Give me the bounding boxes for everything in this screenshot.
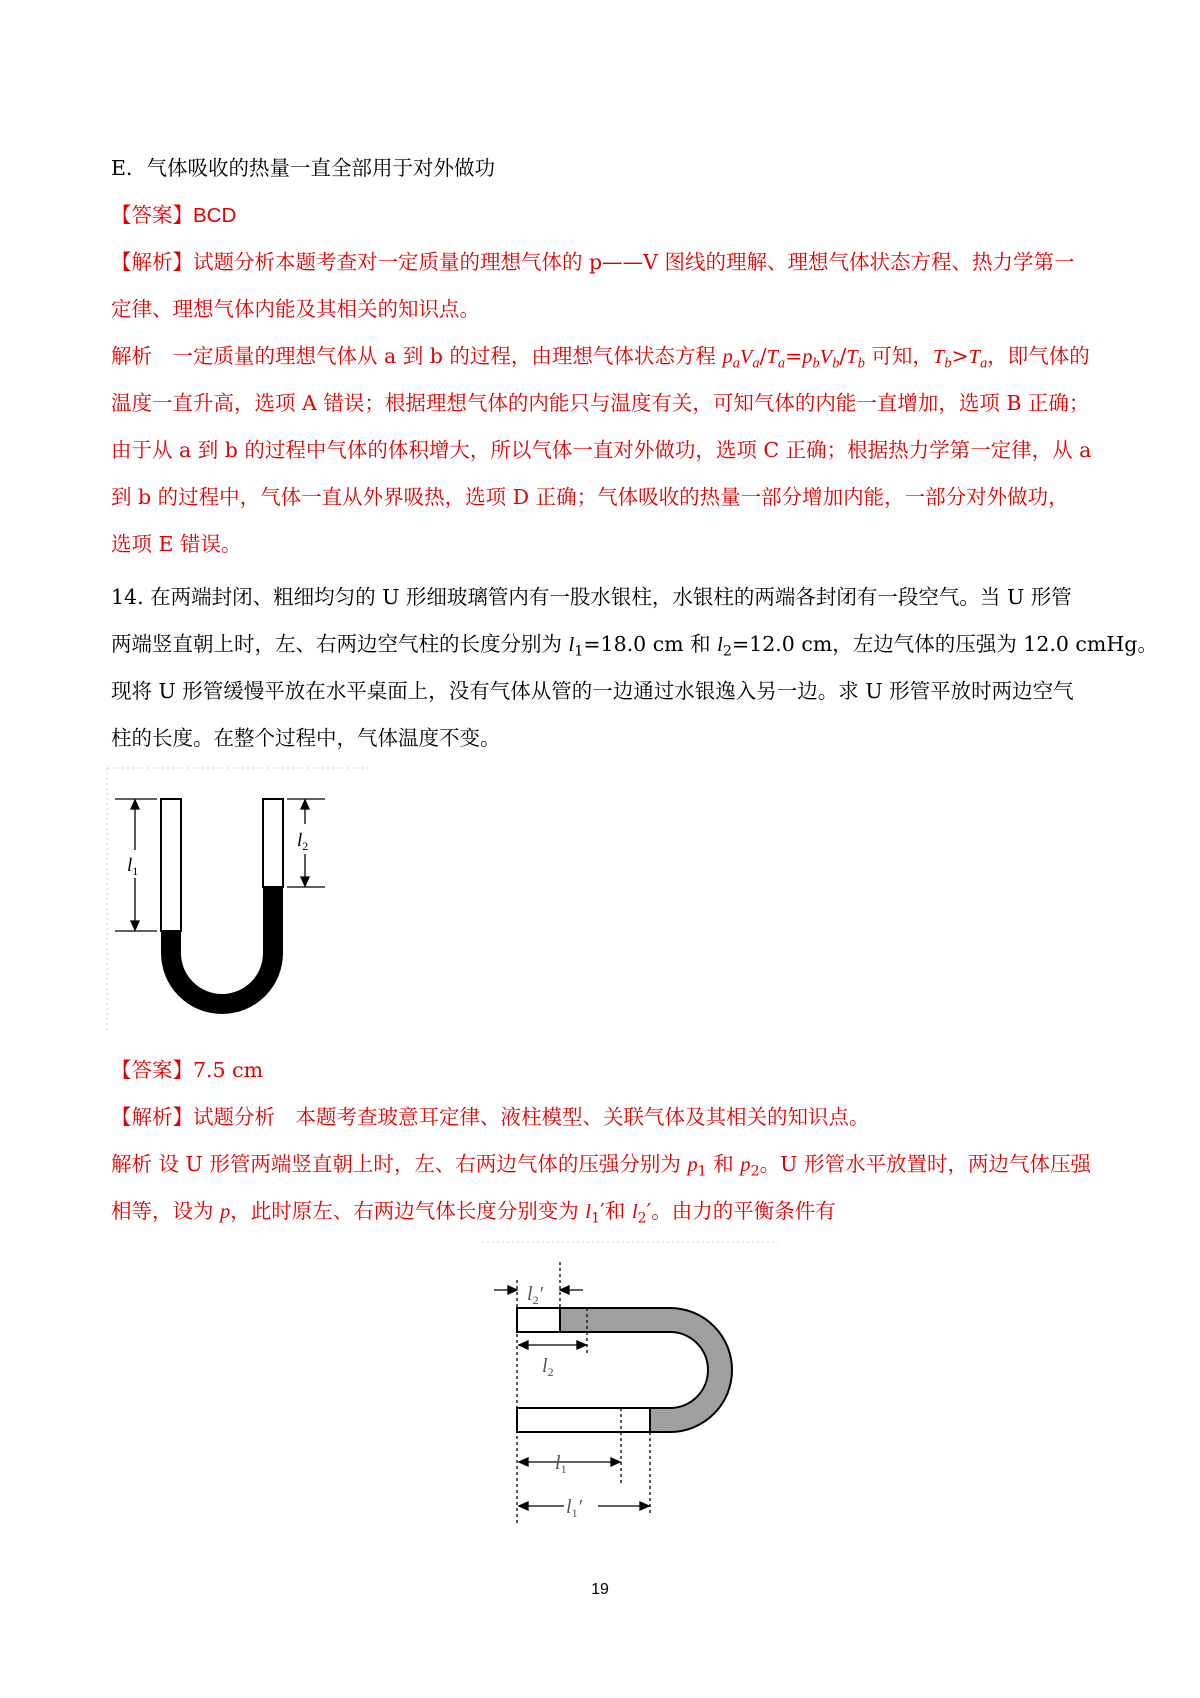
u-tube-horizontal-figure bbox=[480, 1240, 780, 1530]
solution-text: 解析 一定质量的理想气体从 a 到 b 的过程，由理想气体状态方程 bbox=[111, 344, 723, 368]
answer-tag: 【答案】 bbox=[111, 1058, 193, 1082]
temperature-inequality: $T_b>T_a$ bbox=[932, 344, 988, 372]
l1-dimension bbox=[519, 1458, 620, 1466]
upper-air-column bbox=[517, 1308, 560, 1332]
q14-solution-line-2: 相等，设为 p，此时原左、右两边气体长度分别变为 $l_1'$和 $l_2'$。由力的平衡条件有 bbox=[111, 1199, 836, 1227]
q14-stem-line-2: 两端竖直朝上时，左、右两边空气柱的长度分别为 $l_1=18.0$ cm 和 $l_2=12.0$ cm，左边气体的压强为 12.0 cmHg。 bbox=[111, 632, 1158, 660]
left-air-column bbox=[161, 799, 181, 931]
l1-label: $l_1$ bbox=[127, 855, 139, 878]
right-air-column bbox=[263, 799, 283, 887]
answer-tag: 【答案】 bbox=[111, 203, 193, 227]
l1-prime-label: $l_1'$ bbox=[566, 1496, 582, 1520]
l2-label: $l_2$ bbox=[542, 1355, 554, 1379]
q14-stem-line-1: 14. 在两端封闭、粗细均匀的 U 形细玻璃管内有一股水银柱，水银柱的两端各封闭有一段空气。当 U 形管 bbox=[111, 585, 1072, 609]
state-equation: $p_aV_a/T_a=p_bV_b/T_b$ bbox=[722, 344, 865, 372]
q13-solution-line-1: 解析 一定质量的理想气体从 a 到 b 的过程，由理想气体状态方程 $p_aV_a/T_a=p_bV_b/T_b$ 可知，$T_b>T_a$，即气体的 bbox=[111, 344, 1090, 372]
l2-prime-label: $l_2'$ bbox=[527, 1283, 543, 1307]
q13-solution-line-3: 由于从 a 到 b 的过程中气体的体积增大，所以气体一直对外做功，选项 C 正确；根据热力学第一定律，从 a bbox=[111, 438, 1092, 462]
u-tube-vertical-figure bbox=[105, 766, 370, 1032]
answer-value: 7.5 cm bbox=[193, 1058, 264, 1082]
q14-answer bbox=[111, 1055, 263, 1085]
analysis-text: 试题分析本题考查对一定质量的理想气体的 p——V 图线的理解、理想气体状态方程、热力学第一 bbox=[193, 250, 1075, 274]
lower-air-column bbox=[517, 1408, 650, 1432]
option-e: E．气体吸收的热量一直全部用于对外做功 bbox=[111, 156, 495, 180]
answer-value: BCD bbox=[193, 204, 237, 227]
analysis-tag: 【解析】 bbox=[111, 1105, 193, 1129]
q13-solution-line-2: 温度一直升高，选项 A 错误；根据理想气体的内能只与温度有关，可知气体的内能一直增加，选项 B 正确； bbox=[111, 391, 1090, 415]
q14-stem-line-4: 柱的长度。在整个过程中，气体温度不变。 bbox=[111, 726, 501, 750]
q14-analysis-intro: 【解析】试题分析 本题考查玻意耳定律、液柱模型、关联气体及其相关的知识点。 bbox=[111, 1105, 870, 1129]
q13-analysis-intro-2: 定律、理想气体内能及其相关的知识点。 bbox=[111, 297, 480, 321]
q14-stem-line-3: 现将 U 形管缓慢平放在水平桌面上，没有气体从管的一边通过水银逸入另一边。求 U 形管平放时两边空气 bbox=[111, 679, 1074, 703]
l2-dimension bbox=[519, 1341, 586, 1349]
l1-label: $l_1$ bbox=[555, 1452, 567, 1476]
analysis-tag: 【解析】 bbox=[111, 250, 193, 274]
q13-solution-line-5: 选项 E 错误。 bbox=[111, 532, 242, 556]
l2-label: $l_2$ bbox=[297, 830, 309, 853]
q13-analysis-intro-1 bbox=[111, 247, 1074, 277]
page-number: 19 bbox=[591, 1581, 609, 1598]
q13-solution-line-4: 到 b 的过程中，气体一直从外界吸热，选项 D 正确；气体吸收的热量一部分增加内能，一部分对外做功， bbox=[111, 485, 1069, 509]
q14-solution-line-1: 解析 设 U 形管两端竖直朝上时，左、右两边气体的压强分别为 $p_1$ 和 $p_2$。U 形管水平放置时，两边气体压强 bbox=[111, 1152, 1091, 1180]
q13-answer bbox=[111, 200, 236, 231]
